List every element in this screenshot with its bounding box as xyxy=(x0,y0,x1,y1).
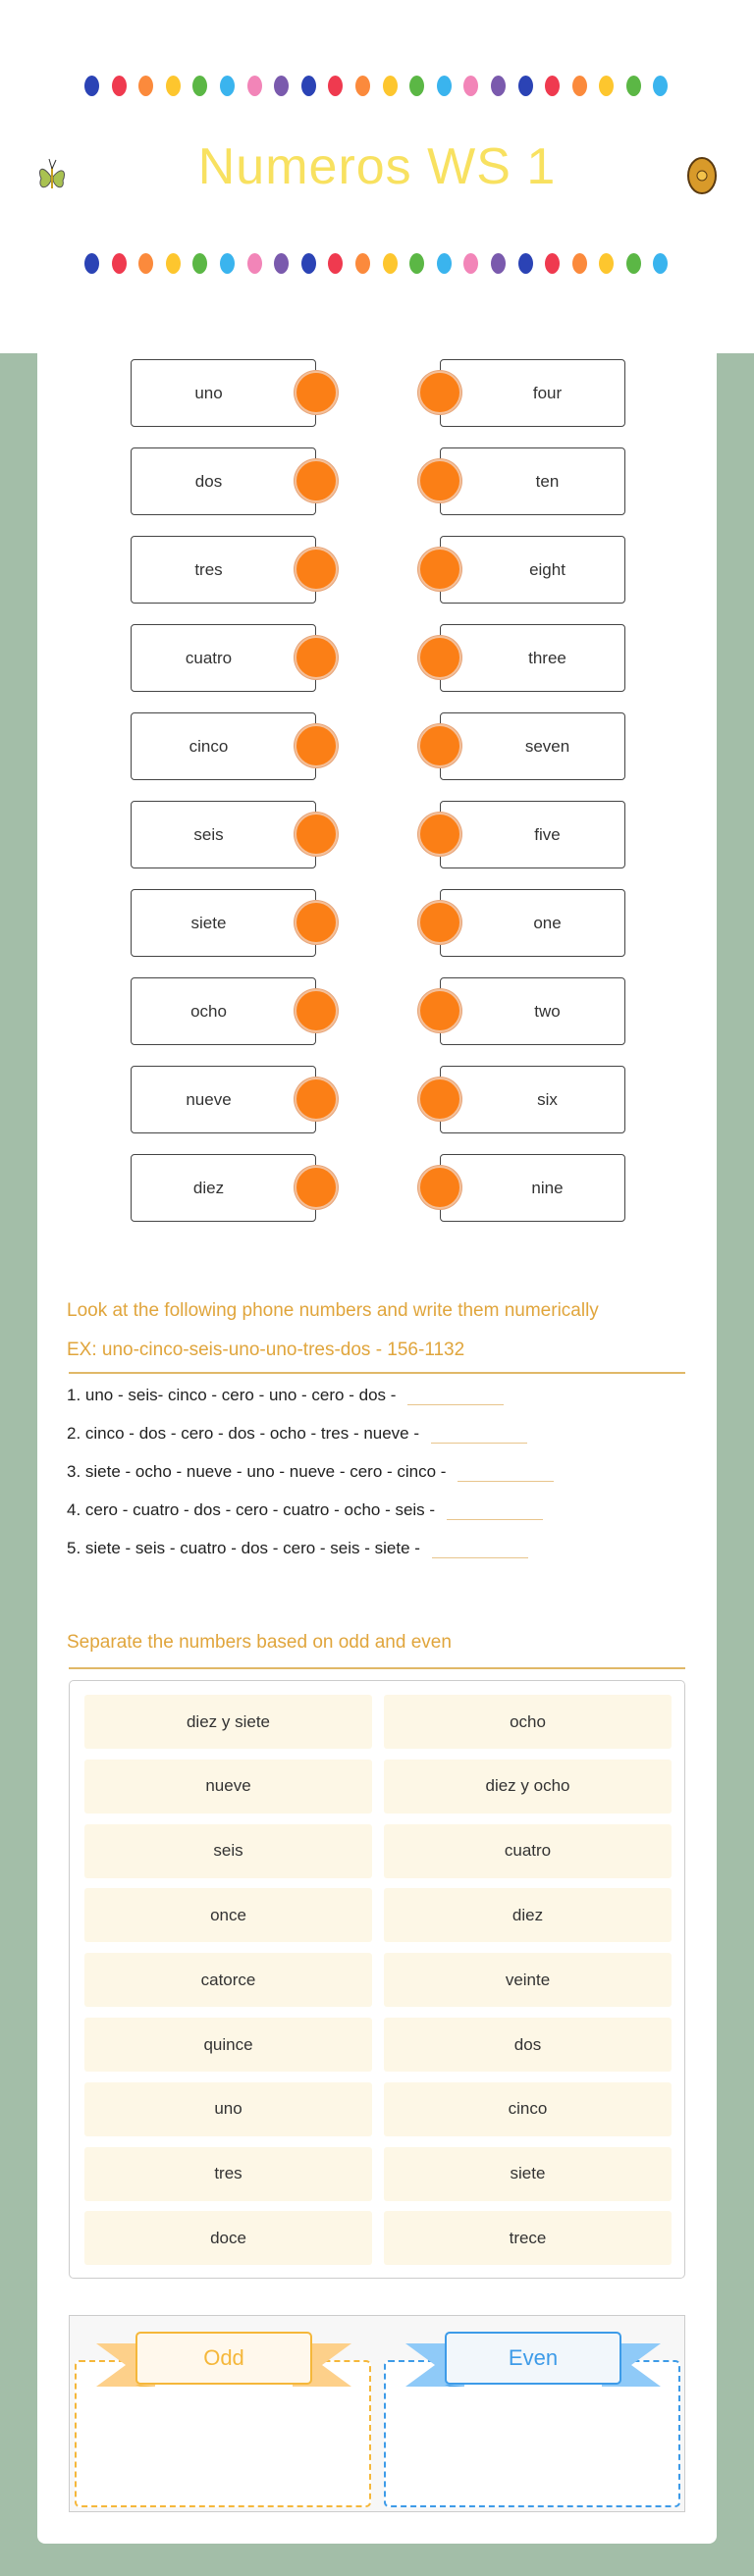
match-item-left[interactable] xyxy=(131,624,316,692)
worksheet-header xyxy=(0,0,754,353)
match-label: nueve xyxy=(186,1089,232,1109)
phone-question xyxy=(67,1462,554,1482)
drag-chip[interactable]: uno xyxy=(84,2082,372,2136)
match-label: seis xyxy=(193,824,224,844)
dot xyxy=(274,76,289,96)
drag-pool xyxy=(69,1680,685,2279)
connector-dot[interactable] xyxy=(418,548,461,591)
match-item-left[interactable] xyxy=(131,889,316,957)
connector-dot[interactable] xyxy=(295,459,338,502)
flower-icon xyxy=(685,155,719,196)
match-item-right[interactable] xyxy=(440,977,625,1045)
match-label: two xyxy=(534,1001,561,1021)
match-item-right[interactable] xyxy=(440,447,625,515)
divider xyxy=(69,1667,685,1669)
dot xyxy=(383,76,398,96)
dot xyxy=(355,76,370,96)
question-text: 5. siete - seis - cuatro - dos - cero - seis - siete - xyxy=(67,1539,420,1557)
butterfly-icon xyxy=(37,157,67,196)
match-item-left[interactable] xyxy=(131,536,316,604)
answer-input[interactable] xyxy=(407,1388,504,1405)
connector-dot[interactable] xyxy=(295,989,338,1032)
match-label: tres xyxy=(194,559,223,579)
drag-chip[interactable]: veinte xyxy=(384,1953,672,2007)
connector-dot[interactable] xyxy=(418,459,461,502)
connector-dot[interactable] xyxy=(295,1166,338,1209)
dot xyxy=(463,253,478,274)
dot xyxy=(301,253,316,274)
match-label: diez xyxy=(192,1178,225,1197)
dot xyxy=(545,76,560,96)
connector-dot[interactable] xyxy=(295,548,338,591)
dot xyxy=(463,76,478,96)
match-label: one xyxy=(533,913,562,932)
drag-chip[interactable]: doce xyxy=(84,2211,372,2265)
connector-dot[interactable] xyxy=(295,636,338,679)
phone-question xyxy=(67,1539,528,1558)
dot xyxy=(518,253,533,274)
dot xyxy=(328,76,343,96)
dot xyxy=(355,253,370,274)
match-label: cuatro xyxy=(185,648,233,667)
drag-chip[interactable]: catorce xyxy=(84,1953,372,2007)
phone-question xyxy=(67,1500,543,1520)
answer-input[interactable] xyxy=(458,1464,554,1482)
dot xyxy=(220,76,235,96)
dot xyxy=(653,76,668,96)
match-item-right[interactable] xyxy=(440,712,625,780)
dot xyxy=(192,76,207,96)
drag-chip[interactable]: dos xyxy=(384,2018,672,2072)
match-label: ten xyxy=(535,471,560,491)
match-label: nine xyxy=(531,1178,564,1197)
dot xyxy=(112,76,127,96)
connector-dot[interactable] xyxy=(295,1078,338,1121)
ribbon-banner xyxy=(405,2324,661,2387)
drag-chip[interactable]: cuatro xyxy=(384,1824,672,1878)
connector-dot[interactable] xyxy=(418,636,461,679)
connector-dot[interactable] xyxy=(418,901,461,944)
bin-label: Even xyxy=(445,2332,621,2385)
dot xyxy=(84,76,99,96)
match-label: dos xyxy=(194,471,223,491)
dot xyxy=(112,253,127,274)
match-item-left[interactable] xyxy=(131,1154,316,1222)
match-item-right[interactable] xyxy=(440,1066,625,1133)
dot xyxy=(626,76,641,96)
dot xyxy=(437,76,452,96)
dot xyxy=(518,76,533,96)
dot xyxy=(220,253,235,274)
question-text: 3. siete - ocho - nueve - uno - nueve - cero - cinco - xyxy=(67,1462,447,1481)
match-label: siete xyxy=(190,913,227,932)
answer-input[interactable] xyxy=(432,1541,528,1558)
dot xyxy=(383,253,398,274)
dot xyxy=(572,76,587,96)
match-item-left[interactable] xyxy=(131,712,316,780)
drag-chip[interactable]: diez y ocho xyxy=(384,1760,672,1814)
dot-border-top xyxy=(84,76,668,96)
dot xyxy=(166,253,181,274)
dot xyxy=(409,76,424,96)
dot xyxy=(491,76,506,96)
connector-dot[interactable] xyxy=(295,724,338,767)
match-item-left[interactable] xyxy=(131,801,316,868)
drag-chip[interactable]: diez xyxy=(384,1888,672,1942)
bin-label: Odd xyxy=(135,2332,312,2385)
match-item-right[interactable] xyxy=(440,801,625,868)
dot xyxy=(653,253,668,274)
match-label: five xyxy=(534,824,561,844)
drag-chip[interactable]: seis xyxy=(84,1824,372,1878)
match-label: ocho xyxy=(190,1001,227,1021)
dot-border-bottom xyxy=(84,253,668,274)
phone-question xyxy=(67,1386,504,1405)
dot xyxy=(437,253,452,274)
phone-question xyxy=(67,1424,527,1444)
connector-dot[interactable] xyxy=(418,989,461,1032)
answer-input[interactable] xyxy=(447,1502,543,1520)
phone-instruction: Look at the following phone numbers and write them numerically xyxy=(67,1300,599,1321)
dot xyxy=(192,253,207,274)
drag-chip[interactable]: tres xyxy=(84,2147,372,2201)
dot xyxy=(599,253,614,274)
dot xyxy=(84,253,99,274)
match-label: seven xyxy=(524,736,570,756)
ribbon-banner xyxy=(96,2324,351,2387)
dot xyxy=(491,253,506,274)
dot xyxy=(301,76,316,96)
match-item-left[interactable] xyxy=(131,447,316,515)
dot xyxy=(274,253,289,274)
match-label: six xyxy=(537,1089,558,1109)
dot xyxy=(138,253,153,274)
connector-dot[interactable] xyxy=(418,1166,461,1209)
worksheet-card xyxy=(37,353,717,2544)
dot xyxy=(545,253,560,274)
match-label: three xyxy=(528,648,566,667)
match-item-right[interactable] xyxy=(440,624,625,692)
dot xyxy=(247,76,262,96)
match-item-right[interactable] xyxy=(440,359,625,427)
match-item-left[interactable] xyxy=(131,359,316,427)
match-label: eight xyxy=(529,559,566,579)
dot xyxy=(409,253,424,274)
drag-chip[interactable]: diez y siete xyxy=(84,1695,372,1749)
connector-dot[interactable] xyxy=(295,813,338,856)
question-text: 2. cinco - dos - cero - dos - ocho - tres - nueve - xyxy=(67,1424,420,1443)
drag-chip[interactable]: trece xyxy=(384,2211,672,2265)
connector-dot[interactable] xyxy=(418,371,461,414)
match-item-right[interactable] xyxy=(440,536,625,604)
match-item-left[interactable] xyxy=(131,977,316,1045)
connector-dot[interactable] xyxy=(418,724,461,767)
sort-instruction: Separate the numbers based on odd and even xyxy=(67,1632,452,1653)
connector-dot[interactable] xyxy=(295,371,338,414)
connector-dot[interactable] xyxy=(418,1078,461,1121)
dot xyxy=(138,76,153,96)
drag-chip[interactable]: nueve xyxy=(84,1760,372,1814)
drag-chip[interactable]: siete xyxy=(384,2147,672,2201)
match-label: cinco xyxy=(188,736,229,756)
sort-bins xyxy=(69,2315,685,2512)
question-text: 1. uno - seis- cinco - cero - uno - cero - dos - xyxy=(67,1386,397,1404)
dot xyxy=(328,253,343,274)
drag-chip[interactable]: cinco xyxy=(384,2082,672,2136)
dot xyxy=(599,76,614,96)
dot xyxy=(166,76,181,96)
dot xyxy=(626,253,641,274)
match-item-left[interactable] xyxy=(131,1066,316,1133)
question-text: 4. cero - cuatro - dos - cero - cuatro - ocho - seis - xyxy=(67,1500,436,1519)
match-label: four xyxy=(532,383,563,402)
drag-chip[interactable]: quince xyxy=(84,2018,372,2072)
answer-input[interactable] xyxy=(431,1426,527,1444)
dot xyxy=(247,253,262,274)
page-title: Numeros WS 1 xyxy=(197,138,557,195)
connector-dot[interactable] xyxy=(418,813,461,856)
divider xyxy=(69,1372,685,1374)
drag-chip[interactable]: once xyxy=(84,1888,372,1942)
match-item-right[interactable] xyxy=(440,1154,625,1222)
connector-dot[interactable] xyxy=(295,901,338,944)
dot xyxy=(572,253,587,274)
match-item-right[interactable] xyxy=(440,889,625,957)
drag-chip[interactable]: ocho xyxy=(384,1695,672,1749)
phone-example: EX: uno-cinco-seis-uno-uno-tres-dos - 156-1132 xyxy=(67,1340,465,1360)
match-label: uno xyxy=(194,383,223,402)
